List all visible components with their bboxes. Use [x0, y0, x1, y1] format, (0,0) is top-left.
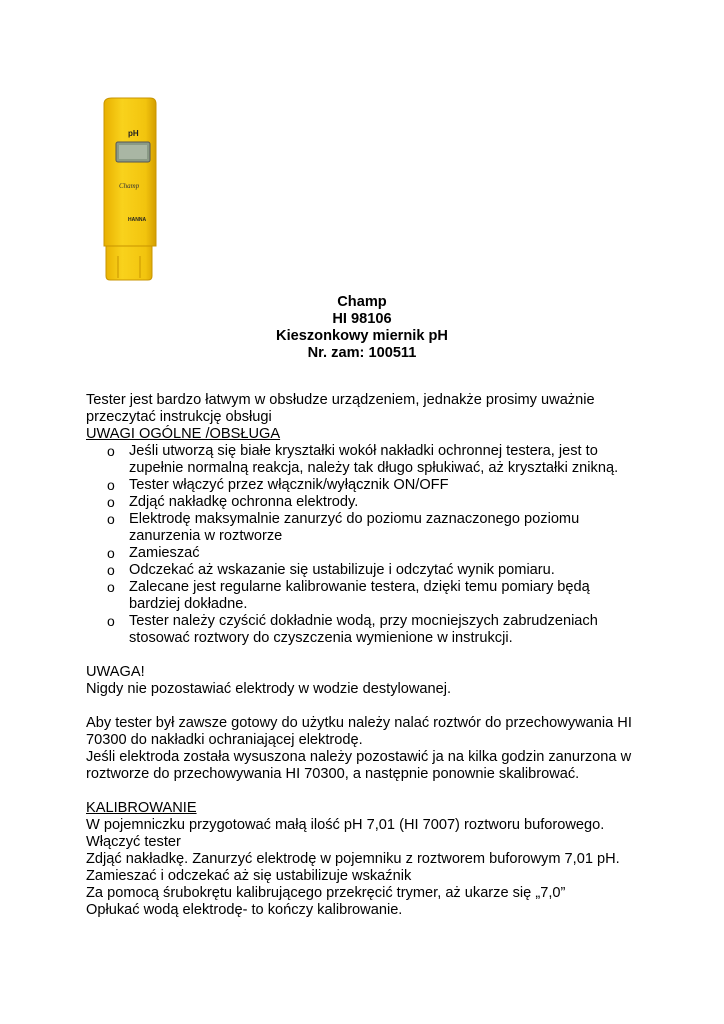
- product-order-number: Nr. zam: 100511: [307, 345, 417, 361]
- product-description: Kieszonkowy miernik pH: [276, 328, 448, 344]
- bullet-icon: o: [107, 511, 115, 527]
- list-item: o Tester należy czyścić dokładnie wodą, przy mocniejszych zabrudzeniach stosować roztwory do czyszczenia wymienione w instrukcji.: [107, 613, 598, 646]
- warning-heading: UWAGA!: [86, 664, 145, 680]
- device-label-script: Champ: [119, 182, 140, 190]
- calibration-heading: KALIBROWANIE: [86, 800, 197, 816]
- bullet-icon: o: [107, 443, 115, 459]
- list-item: o Elektrodę maksymalnie zanurzyć do poziomu zaznaczonego poziomu zanurzenia w roztworze: [107, 511, 580, 544]
- calibration-line-3: Zdjąć nakładkę. Zanurzyć elektrodę w pojemniku z roztworem buforowym 7,01 pH.: [86, 851, 620, 867]
- device-label-ph: pH: [128, 129, 139, 138]
- document-body: [86, 392, 646, 919]
- device-label-brand: HANNA: [128, 217, 147, 223]
- calibration-line-6: Opłukać wodą elektrodę- to kończy kalibrowanie.: [86, 902, 403, 918]
- general-list: [86, 443, 646, 647]
- ph-meter-image: [98, 96, 162, 282]
- product-name: Champ: [337, 294, 387, 310]
- calibration-line-5: Za pomocą śrubokrętu kalibrującego przekręcić trymer, aż ukarze się „7,0”: [86, 885, 566, 901]
- list-item: o Jeśli utworzą się białe kryształki wokół nakładki ochronnej testera, jest to zupełnie normalną reakcja, należy tak długo spłukiwać, aż kryształki znikną.: [107, 443, 619, 476]
- warning-text: Nigdy nie pozostawiać elektrody w wodzie destylowanej.: [86, 681, 452, 697]
- list-item: o Zdjąć nakładkę ochronna elektrody.: [107, 494, 359, 510]
- calibration-line-4: Zamieszać i odczekać aż się ustabilizuje wskaźnik: [86, 868, 412, 884]
- bullet-icon: o: [107, 613, 115, 629]
- bullet-icon: o: [107, 494, 115, 510]
- bullet-icon: o: [107, 545, 115, 561]
- storage-line-2: 70300 do nakładki ochraniającej elektrodę.: [86, 732, 363, 748]
- bullet-icon: o: [107, 579, 115, 595]
- list-item: o Zalecane jest regularne kalibrowanie testera, dzięki temu pomiary będą bardziej dokładne.: [107, 579, 590, 612]
- calibration-line-1: W pojemniczku przygotować małą ilość pH 7,01 (HI 7007) roztworu buforowego.: [86, 817, 605, 833]
- product-model: HI 98106: [332, 311, 392, 327]
- bullet-icon: o: [107, 477, 115, 493]
- list-item: o Zamieszać: [107, 545, 200, 561]
- list-item: o Tester włączyć przez włącznik/wyłącznik ON/OFF: [107, 477, 449, 493]
- calibration-line-2: Włączyć tester: [86, 834, 181, 850]
- list-item: o Odczekać aż wskazanie się ustabilizuje i odczytać wynik pomiaru.: [107, 562, 555, 578]
- general-heading: UWAGI OGÓLNE /OBSŁUGA: [86, 426, 281, 442]
- bullet-icon: o: [107, 562, 115, 578]
- intro-line-1: Tester jest bardzo łatwym w obsłudze urządzeniem, jednakże prosimy uważnie: [86, 392, 595, 408]
- storage-line-1: Aby tester był zawsze gotowy do użytku należy nalać roztwór do przechowywania HI: [86, 715, 632, 731]
- product-title-block: [200, 294, 524, 362]
- storage-line-3: Jeśli elektroda została wysuszona należy pozostawić ja na kilka godzin zanurzona w: [86, 749, 632, 765]
- intro-line-2: przeczytać instrukcję obsługi: [86, 409, 272, 425]
- storage-line-4: roztworze do przechowywania HI 70300, a następnie ponownie skalibrować.: [86, 766, 580, 782]
